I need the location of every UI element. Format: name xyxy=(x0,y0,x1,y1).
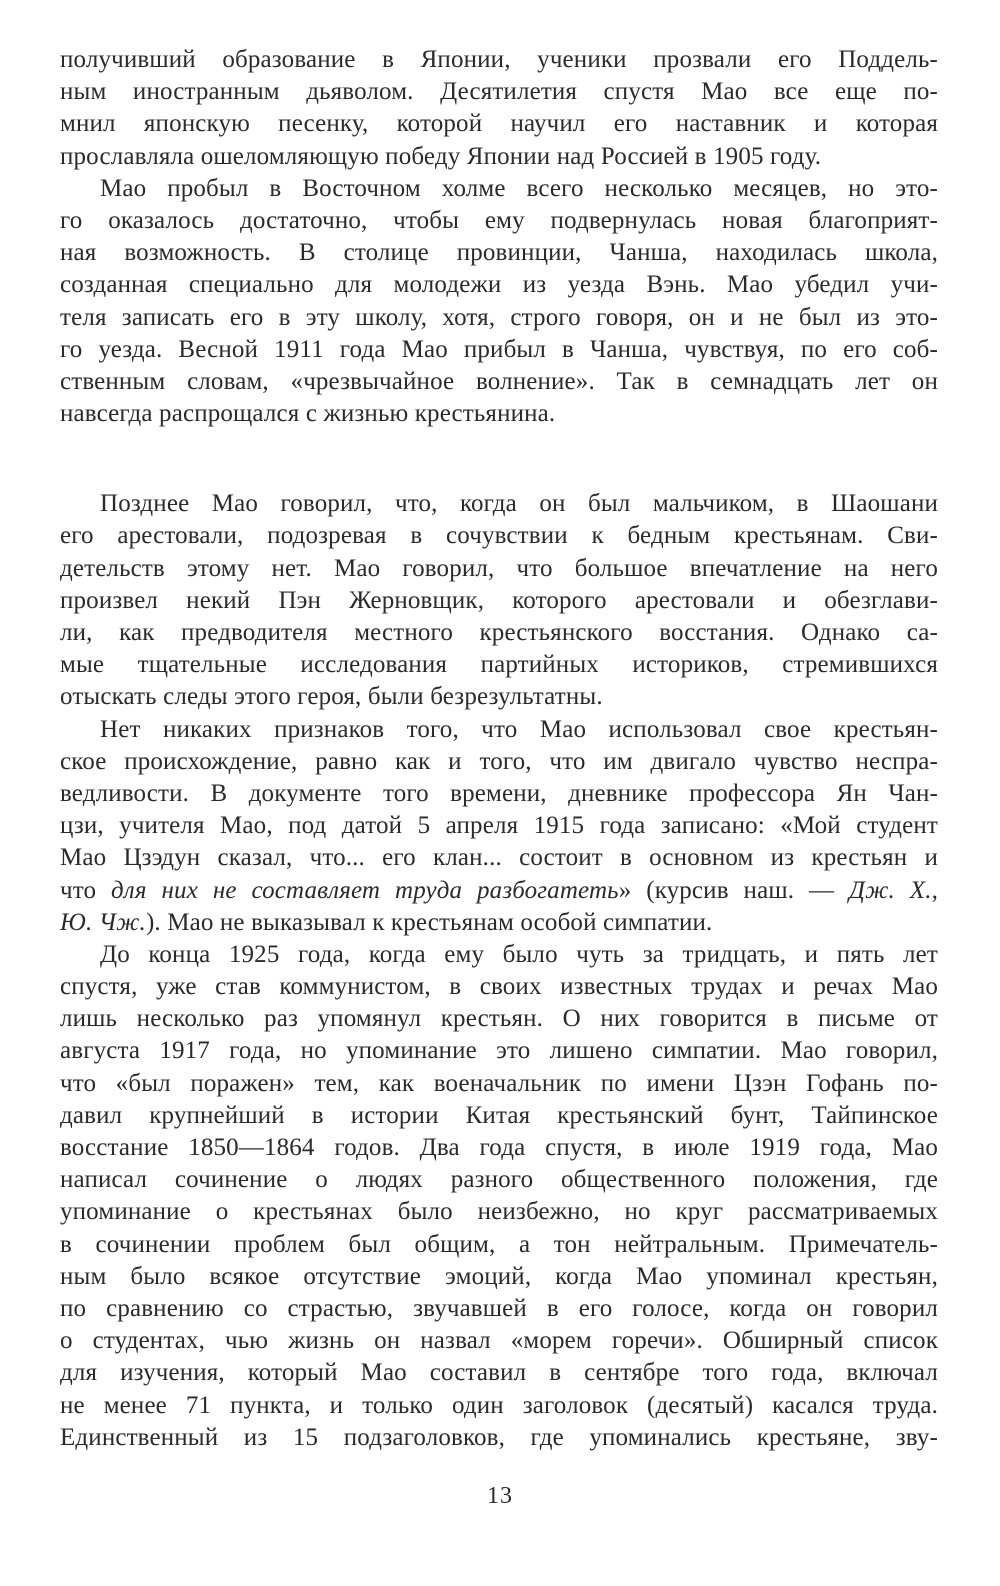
text-line: мые тщательные исследования партийных историков, стремившихся xyxy=(60,651,938,679)
text-line: Нет никаких признаков того, что Мао использовал свое крестьян- xyxy=(100,715,938,743)
paragraph-2 xyxy=(60,173,938,431)
text-line-mixed xyxy=(60,875,938,907)
text-line: получивший образование в Японии, ученики прозвали его Поддель- xyxy=(60,46,938,73)
text-line: августа 1917 года, но упоминание это лишено симпатии. Мао говорил, xyxy=(60,1037,938,1065)
text-line: созданная специально для молодежи из уезда Вэнь. Мао убедил учи- xyxy=(60,271,938,299)
text-line: До конца 1925 года, когда ему было чуть за тридцать, и пять лет xyxy=(100,940,938,968)
text-line: ным было всякое отсутствие эмоций, когда Мао упоминал крестьян, xyxy=(60,1262,938,1290)
text-line: в сочинении проблем был общим, а тон нейтральным. Примечатель- xyxy=(60,1230,938,1258)
italic-run: Ю. Чж. xyxy=(60,908,146,936)
text-line: Позднее Мао говорил, что, когда он был мальчиком, в Шаошани xyxy=(100,490,938,518)
text-line: ственным словам, «чрезвычайное волнение». Так в семнадцать лет он xyxy=(60,367,938,395)
text-line: детельств этому нет. Мао говорил, что большое впечатление на него xyxy=(60,554,938,582)
text-line-mixed xyxy=(60,907,938,939)
text-line: о студентах, чью жизнь он назвал «морем горечи». Обширный список xyxy=(60,1327,938,1355)
text-run: что xyxy=(60,876,111,904)
paragraph-5 xyxy=(60,939,938,1454)
text-line: отыскать следы этого героя, были безрезультатны. xyxy=(60,683,603,711)
text-line: мнил японскую песенку, которой научил его наставник и которая xyxy=(60,110,938,138)
text-line: лишь несколько раз упомянул крестьян. О них говорится в письме от xyxy=(60,1005,938,1033)
text-line: прославляла ошеломляющую победу Японии над Россией в 1905 году. xyxy=(60,142,822,170)
text-line: произвел некий Пэн Жерновщик, которого арестовали и обезглави- xyxy=(60,586,938,614)
text-line: навсегда распрощался с жизнью крестьянина. xyxy=(60,400,556,428)
text-line: давил крупнейший в истории Китая крестьянский бунт, Тайпинское xyxy=(60,1101,938,1129)
section-break xyxy=(60,430,938,488)
text-line: теля записать его в эту школу, хотя, строго говоря, он и не был из это- xyxy=(60,303,938,331)
text-line: Мао Цзэдун сказал, что... его клан... состоит в основном из крестьян и xyxy=(60,844,938,872)
text-line: его арестовали, подозревая в сочувствии к бедным крестьянам. Сви- xyxy=(60,522,938,550)
text-line: написал сочинение о людях разного общественного положения, где xyxy=(60,1166,938,1194)
text-line: ли, как предводителя местного крестьянского восстания. Однако са- xyxy=(60,619,938,646)
text-line: восстание 1850—1864 годов. Два года спустя, в июле 1919 года, Мао xyxy=(60,1134,938,1161)
text-line: не менее 71 пункта, и только один заголовок (десятый) касался труда. xyxy=(60,1391,938,1419)
text-line: ское происхождение, равно как и того, что им двигало чувство неспра- xyxy=(60,747,938,775)
text-run: » (курсив наш. — xyxy=(618,876,850,904)
text-line: для изучения, который Мао составил в сентябре того года, включал xyxy=(60,1359,938,1387)
text-line: упоминание о крестьянах было неизбежно, но круг рассматриваемых xyxy=(60,1198,938,1226)
text-line: ным иностранным дьяволом. Десятилетия спустя Мао все еще по- xyxy=(60,78,938,106)
text-line: Мао пробыл в Восточном холме всего несколько месяцев, но это- xyxy=(100,174,938,202)
page-number: 13 xyxy=(487,1483,513,1509)
page-body xyxy=(60,44,938,1454)
italic-run: Дж. Х., xyxy=(849,876,938,904)
paragraph-3 xyxy=(60,488,938,713)
text-line: го уезда. Весной 1911 года Мао прибыл в Чанша, чувствуя, по его соб- xyxy=(60,335,938,363)
paragraph-1 xyxy=(60,44,938,173)
text-line: что «был поражен» тем, как военачальник по имени Цзэн Гофань по- xyxy=(60,1069,938,1097)
paragraph-4 xyxy=(60,714,938,939)
text-line: ная возможность. В столице провинции, Чанша, находилась школа, xyxy=(60,239,938,267)
text-line: по сравнению со страстью, звучавшей в его голосе, когда он говорил xyxy=(60,1294,938,1322)
text-line: Единственный из 15 подзаголовков, где упоминались крестьяне, зву- xyxy=(60,1423,938,1451)
text-line: цзи, учителя Мао, под датой 5 апреля 1915 года записано: «Мой студент xyxy=(60,812,938,840)
text-line: спустя, уже став коммунистом, в своих известных трудах и речах Мао xyxy=(60,973,938,1001)
text-run: ). Мао не выказывал к крестьянам особой симпатии. xyxy=(145,908,713,936)
text-line: го оказалось достаточно, чтобы ему подвернулась новая благоприят- xyxy=(60,206,938,234)
italic-run: для них не составляет труда разбогатеть xyxy=(111,876,619,904)
text-line: ведливости. В документе того времени, дневнике профессора Ян Чан- xyxy=(60,779,938,807)
